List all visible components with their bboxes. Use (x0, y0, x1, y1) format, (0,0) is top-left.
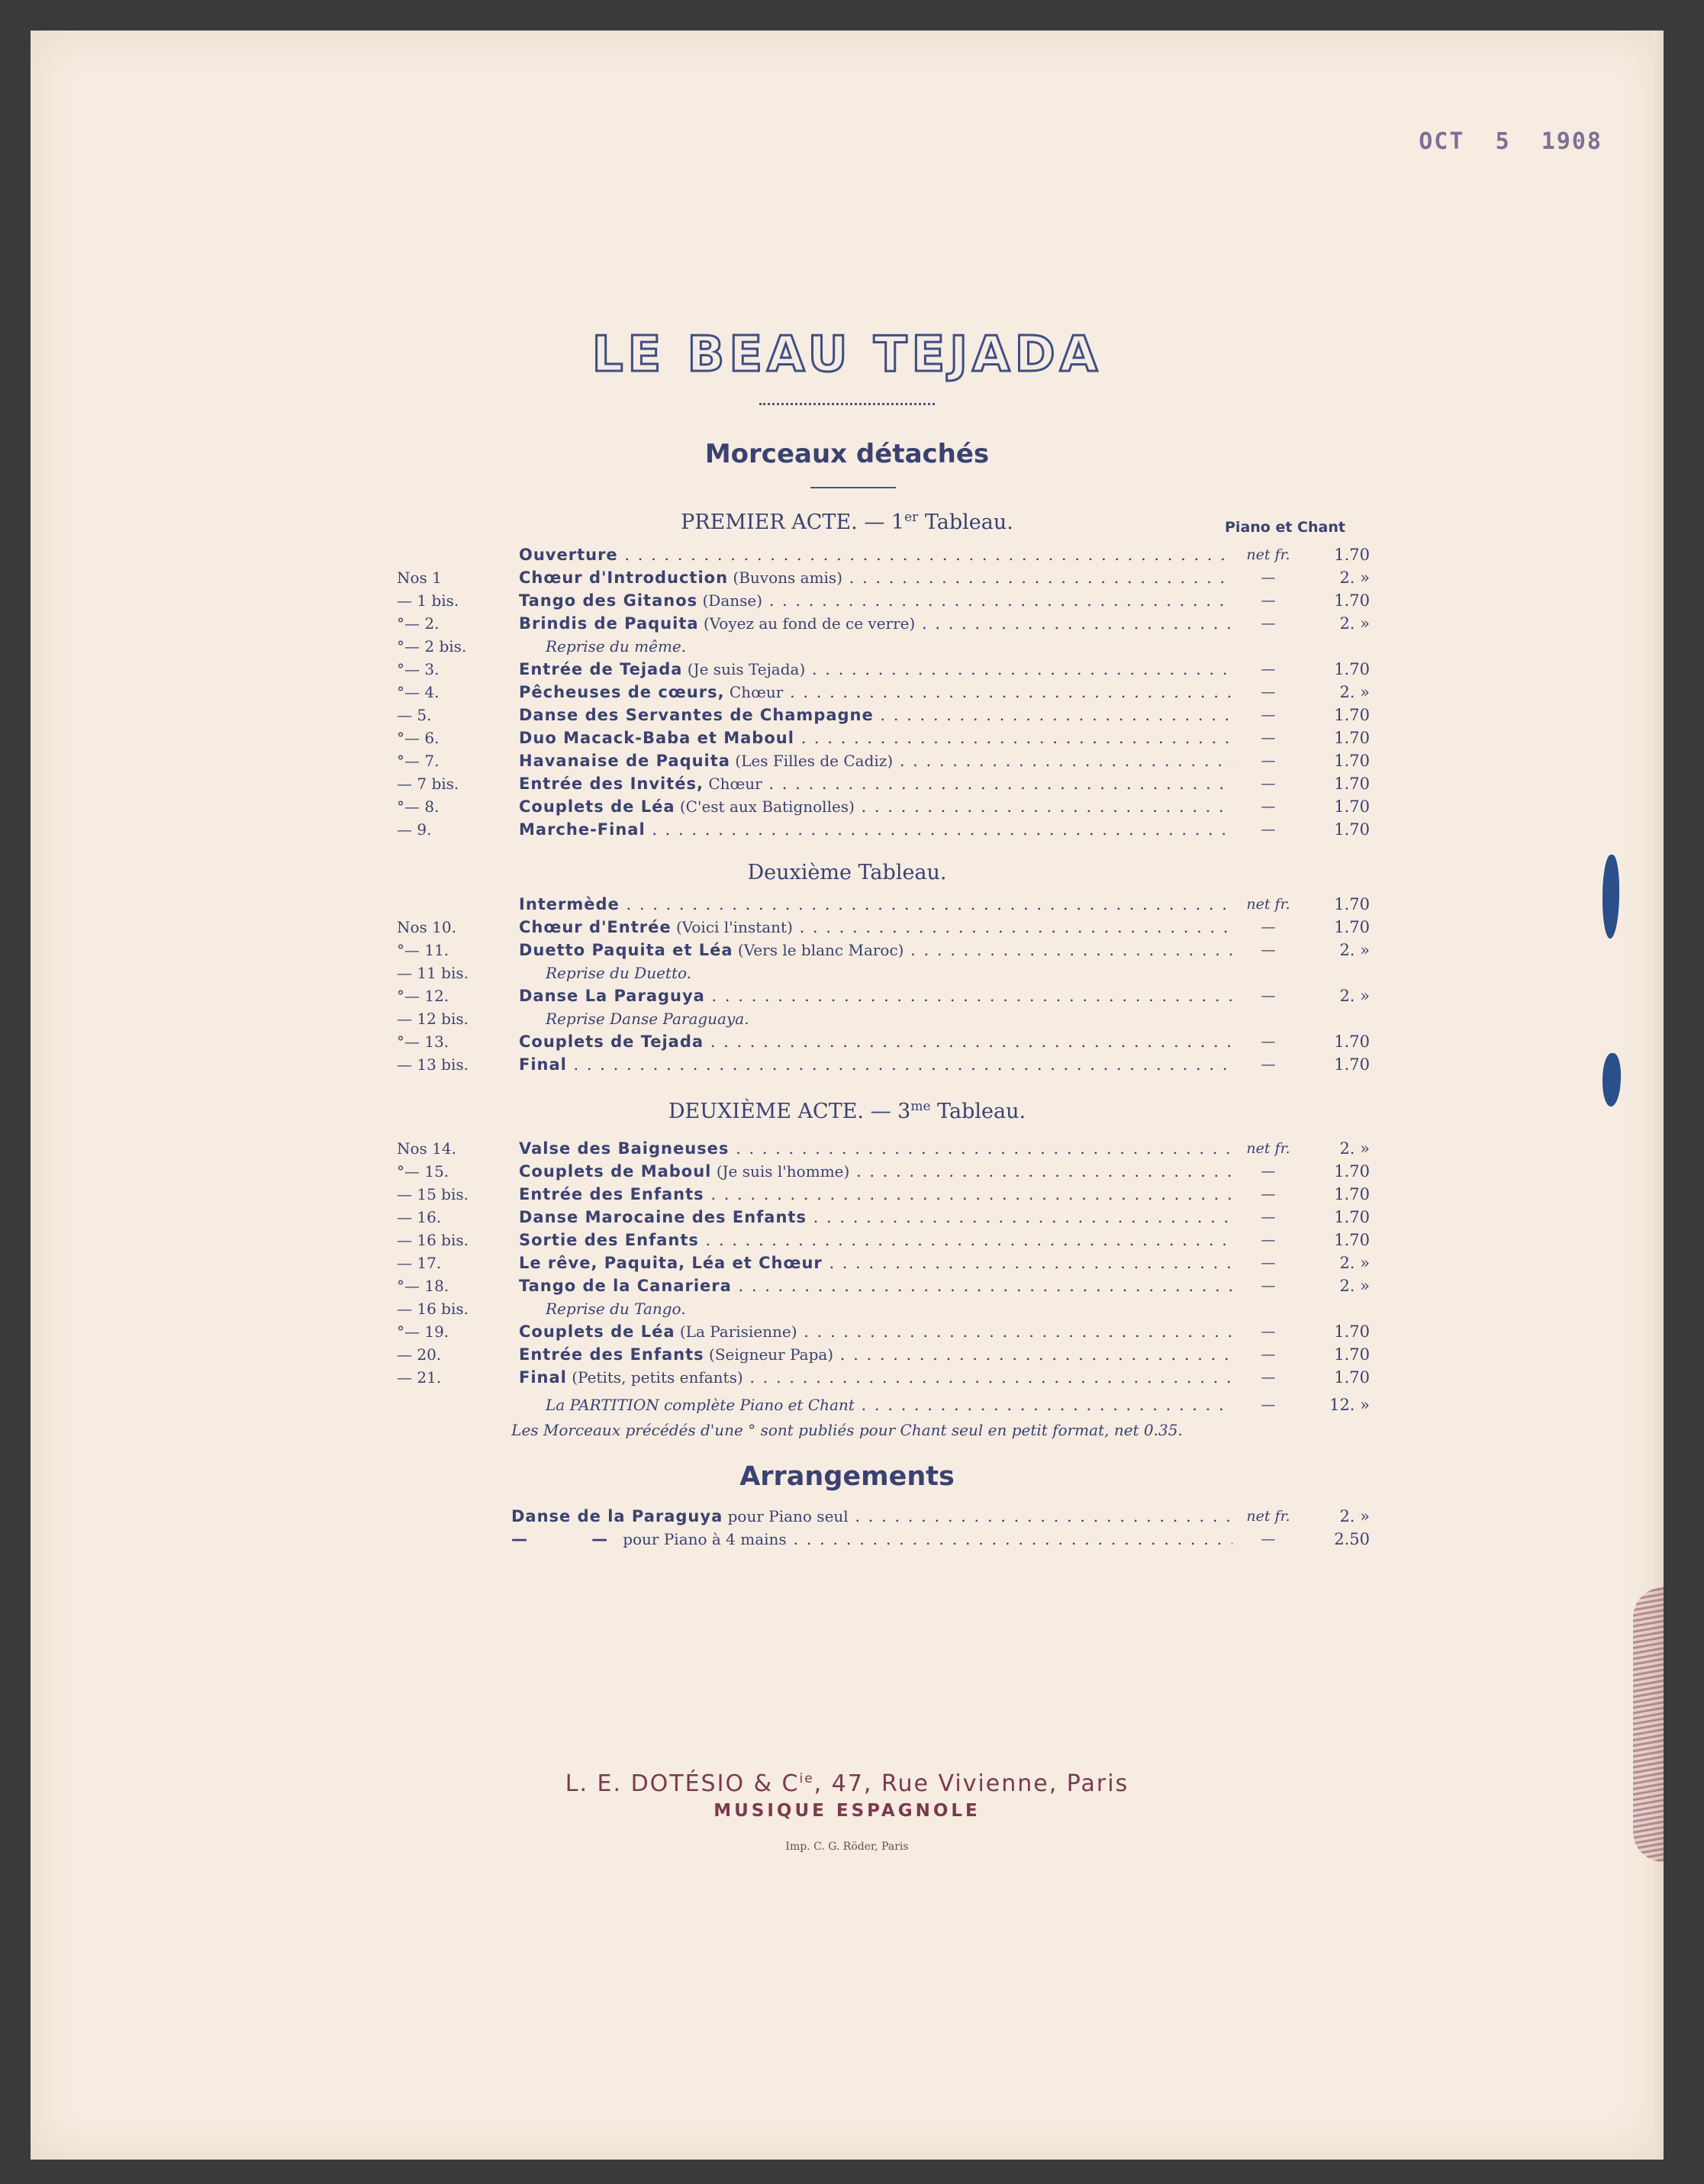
item-number: °— 13. (397, 1032, 449, 1051)
item-description: (Vers le blanc Maroc) (733, 941, 904, 959)
item-title: Couplets de Léa (519, 1322, 675, 1341)
list-item (397, 1274, 1370, 1297)
item-body (519, 939, 1232, 962)
list-item (397, 1030, 1370, 1053)
item-number: — 13 bis. (397, 1055, 469, 1074)
item-number: °— 8. (397, 797, 440, 816)
arrangement-title: — — (511, 1530, 609, 1548)
item-title: Marche-Final (519, 820, 646, 839)
item-price-mark: — (1261, 592, 1276, 609)
item-price: 1.70 (1334, 1231, 1370, 1249)
item-price: 1.70 (1334, 1208, 1370, 1226)
list-item (397, 635, 1370, 658)
item-body (519, 893, 1232, 916)
item-title: Danse La Paraguya (519, 987, 705, 1005)
item-price: 1.70 (1334, 820, 1370, 839)
item-title: Danse des Servantes de Champagne (519, 706, 874, 724)
list-item (397, 726, 1370, 749)
list-item (397, 962, 1370, 984)
section-heading-act2: DEUXIÈME ACTE. — $3^{me}$ Tableau. (668, 1099, 1026, 1123)
item-description: Chœur (724, 683, 784, 701)
item-price-mark: — (1261, 775, 1276, 792)
item-reprise: Reprise du Duetto. (546, 964, 692, 982)
item-description: (Voyez au fond de ce verre) (698, 614, 916, 633)
item-price: 2. » (1339, 614, 1370, 633)
item-title: Entrée de Tejada (519, 660, 683, 678)
item-price: 2. » (1339, 987, 1370, 1005)
item-body (519, 1030, 1232, 1053)
item-price-mark: — (1261, 661, 1276, 678)
list-item (397, 1007, 1370, 1030)
item-reprise: Reprise du même. (546, 637, 687, 656)
list-item (397, 1137, 1370, 1160)
item-price: 1.70 (1334, 729, 1370, 747)
item-description: Chœur (703, 775, 762, 793)
arrangement-row (397, 1505, 1370, 1528)
item-price-mark: — (1261, 798, 1276, 815)
item-price-mark: — (1261, 1232, 1276, 1248)
list-item (397, 566, 1370, 589)
list-item (397, 749, 1370, 772)
item-number: °— 15. (397, 1162, 449, 1181)
item-body (519, 543, 1232, 566)
item-title: Couplets de Léa (519, 797, 675, 816)
item-number: °— 12. (397, 987, 449, 1005)
item-reprise: Reprise Danse Paraguaya. (546, 1010, 749, 1028)
item-number: — 17. (397, 1254, 442, 1272)
item-number: — 16. (397, 1208, 442, 1226)
item-body (519, 1251, 1232, 1274)
item-title: Valse des Baigneuses (519, 1139, 730, 1158)
item-number: °— 19. (397, 1322, 449, 1341)
list-item (397, 1206, 1370, 1229)
item-number: — 5. (397, 706, 432, 724)
arrangement-price-mark: net fr. (1246, 1508, 1290, 1525)
item-number: — 15 bis. (397, 1185, 469, 1203)
item-body (519, 984, 1232, 1007)
item-number: Nos 1 (397, 569, 442, 587)
item-price-mark: — (1261, 730, 1276, 746)
item-body (519, 772, 1232, 795)
item-title: Pêcheuses de cœurs, (519, 683, 725, 701)
item-title: Final (519, 1368, 567, 1387)
item-body (519, 612, 1232, 635)
list-item (397, 1160, 1370, 1183)
item-price: 1.70 (1334, 752, 1370, 770)
item-price: 2. » (1339, 1139, 1370, 1158)
footnote: Les Morceaux précédés d'une ° sont publiés pour Chant seul en petit format, net 0.35. (511, 1421, 1183, 1439)
list-item (397, 1366, 1370, 1389)
list-item (397, 893, 1370, 916)
item-number: Nos 14. (397, 1139, 456, 1158)
item-number: — 16 bis. (397, 1300, 469, 1318)
item-body (519, 658, 1232, 681)
item-price: 1.70 (1334, 1185, 1370, 1203)
item-price: 1.70 (1334, 1055, 1370, 1074)
item-description: (Les Filles de Cadiz) (730, 752, 894, 770)
publisher-subtitle: MUSIQUE ESPAGNOLE (713, 1801, 981, 1821)
item-price-mark: — (1261, 919, 1276, 936)
item-body (519, 704, 1232, 726)
item-price: 1.70 (1334, 895, 1370, 913)
item-price-mark: — (1261, 615, 1276, 632)
arrangement-description: pour Piano à 4 mains (608, 1530, 787, 1548)
item-body (519, 749, 1232, 772)
item-title: Chœur d'Introduction (519, 569, 729, 587)
list-item (397, 772, 1370, 795)
list-item (397, 984, 1370, 1007)
list-item (397, 1229, 1370, 1251)
item-price-mark: net fr. (1246, 1140, 1290, 1157)
item-body (519, 635, 1232, 658)
arrangement-price-mark: — (1261, 1531, 1276, 1548)
item-price: 2. » (1339, 569, 1370, 587)
item-price: 2. » (1339, 1254, 1370, 1272)
item-price-mark: — (1261, 1323, 1276, 1340)
item-title: Danse Marocaine des Enfants (519, 1208, 807, 1226)
item-number: °— 11. (397, 941, 449, 959)
item-number: °— 2 bis. (397, 637, 467, 656)
list-item (397, 818, 1370, 841)
partition-line (397, 1393, 1370, 1416)
item-price-mark: — (1261, 1056, 1276, 1073)
item-description: (Seigneur Papa) (704, 1345, 834, 1364)
item-price-mark: — (1261, 987, 1276, 1004)
item-price-mark: — (1261, 569, 1276, 586)
item-price-mark: — (1261, 1163, 1276, 1180)
item-price-mark: net fr. (1246, 896, 1290, 913)
item-price-mark: — (1261, 1033, 1276, 1050)
item-body (519, 962, 1232, 984)
item-body (519, 589, 1232, 612)
list-item (397, 1343, 1370, 1366)
item-price: 1.70 (1334, 775, 1370, 793)
item-title: Couplets de Maboul (519, 1162, 712, 1181)
arrangement-description: pour Piano seul (723, 1507, 849, 1525)
item-price-mark: — (1261, 1369, 1276, 1386)
item-number: — 16 bis. (397, 1231, 469, 1249)
item-title: Tango de la Canariera (519, 1277, 732, 1295)
item-description: (Petits, petits enfants) (566, 1368, 743, 1387)
item-price-mark: — (1261, 707, 1276, 723)
item-title: Chœur d'Entrée (519, 918, 672, 936)
piece-list-act2 (397, 1137, 1370, 1389)
item-description: (Buvons amis) (728, 569, 842, 587)
item-body (519, 916, 1232, 939)
title-rule (759, 403, 935, 405)
item-title: Entrée des Invités, (519, 775, 704, 793)
partition-mark: — (1261, 1396, 1276, 1413)
item-body (519, 1229, 1232, 1251)
item-title: Havanaise de Paquita (519, 752, 730, 770)
item-reprise: Reprise du Tango. (546, 1300, 686, 1318)
item-body (519, 566, 1232, 589)
item-body (519, 1053, 1232, 1076)
arrangement-title: Danse de la Paraguya (511, 1507, 723, 1525)
item-description: (La Parisienne) (675, 1322, 797, 1341)
item-price-mark: — (1261, 1277, 1276, 1294)
item-price: 1.70 (1334, 546, 1370, 564)
item-price: 1.70 (1334, 1162, 1370, 1181)
item-price-mark: — (1261, 684, 1276, 701)
list-item (397, 1053, 1370, 1076)
item-price: 1.70 (1334, 1032, 1370, 1051)
list-item (397, 704, 1370, 726)
item-title: Le rêve, Paquita, Léa et Chœur (519, 1254, 823, 1272)
list-item (397, 681, 1370, 704)
item-description: (Je suis l'homme) (711, 1162, 850, 1181)
piece-list-act1 (397, 543, 1370, 841)
item-price-mark: — (1261, 752, 1276, 769)
arrangement-body (511, 1505, 1232, 1528)
item-price-mark: — (1261, 821, 1276, 838)
partition-row (397, 1393, 1370, 1416)
publisher-line: L. E. DOTÉSIO & $C^{ie}$, 47, Rue Vivienne, Paris (565, 1770, 1129, 1797)
arrangements-heading: Arrangements (739, 1461, 955, 1492)
partition-text: La PARTITION complète Piano et Chant (546, 1396, 855, 1414)
item-number: — 7 bis. (397, 775, 459, 793)
item-price: 1.70 (1334, 660, 1370, 678)
arrangements-list (397, 1505, 1370, 1551)
item-body (519, 1007, 1232, 1030)
list-item (397, 543, 1370, 566)
item-number: °— 7. (397, 752, 440, 770)
item-body (519, 1366, 1232, 1389)
item-body (519, 1343, 1232, 1366)
list-item (397, 1251, 1370, 1274)
arrangement-price: 2.50 (1334, 1530, 1370, 1548)
item-body (519, 1320, 1232, 1343)
item-body (519, 795, 1232, 818)
item-number: — 21. (397, 1368, 442, 1387)
item-price: 1.70 (1334, 1322, 1370, 1341)
page-title: LE BEAU TEJADA (591, 327, 1103, 383)
item-body (519, 818, 1232, 841)
item-title: Tango des Gitanos (519, 591, 698, 610)
item-body (519, 1137, 1232, 1160)
printer-credit: Imp. C. G. Röder, Paris (785, 1841, 909, 1853)
item-price-mark: — (1261, 1186, 1276, 1203)
item-number: °— 6. (397, 729, 440, 747)
item-title: Sortie des Enfants (519, 1231, 699, 1249)
sheet (31, 31, 1664, 2160)
item-description: (Danse) (697, 591, 763, 610)
item-title: Brindis de Paquita (519, 614, 699, 633)
item-price-mark: — (1261, 1209, 1276, 1226)
item-number: — 11 bis. (397, 964, 469, 982)
item-number: — 20. (397, 1345, 442, 1364)
item-number: °— 2. (397, 614, 440, 633)
item-body (519, 1297, 1232, 1320)
item-price: 1.70 (1334, 591, 1370, 610)
item-body (519, 681, 1232, 704)
item-description: (Je suis Tejada) (682, 660, 806, 678)
item-body (519, 726, 1232, 749)
item-body (519, 1206, 1232, 1229)
list-item (397, 916, 1370, 939)
date-stamp: OCT 5 1908 (1419, 128, 1603, 155)
item-number: °— 4. (397, 683, 440, 701)
item-number: °— 18. (397, 1277, 449, 1295)
partition-price: 12. » (1329, 1396, 1370, 1414)
list-item (397, 1320, 1370, 1343)
list-item (397, 658, 1370, 681)
item-price: 1.70 (1334, 706, 1370, 724)
item-number: — 9. (397, 820, 432, 839)
item-description: (C'est aux Batignolles) (675, 797, 855, 816)
item-price: 2. » (1339, 941, 1370, 959)
item-title: Duo Macack-Baba et Maboul (519, 729, 794, 747)
item-price: 1.70 (1334, 1345, 1370, 1364)
arrangement-body (511, 1528, 1232, 1551)
item-price: 2. » (1339, 683, 1370, 701)
item-title: Couplets de Tejada (519, 1032, 704, 1051)
item-price-mark: net fr. (1246, 546, 1290, 563)
item-description: (Voici l'instant) (671, 918, 793, 936)
list-item (397, 1183, 1370, 1206)
item-price: 1.70 (1334, 918, 1370, 936)
subtitle: Morceaux détachés (704, 439, 990, 469)
item-title: Ouverture (519, 546, 618, 564)
item-number: °— 3. (397, 660, 440, 678)
section-heading-tableau2: Deuxième Tableau. (747, 861, 947, 884)
item-title: Final (519, 1055, 567, 1074)
crayon-mark (1633, 1587, 1664, 1862)
item-number: Nos 10. (397, 918, 456, 936)
item-price: 1.70 (1334, 797, 1370, 816)
item-price-mark: — (1261, 942, 1276, 958)
item-body (519, 1274, 1232, 1297)
item-price-mark: — (1261, 1346, 1276, 1363)
piece-list-tableau2 (397, 893, 1370, 1076)
item-title: Duetto Paquita et Léa (519, 941, 733, 959)
subtitle-rule (810, 487, 896, 488)
column-header: Piano et Chant (1225, 519, 1345, 536)
list-item (397, 612, 1370, 635)
arrangement-row (397, 1528, 1370, 1551)
item-body (519, 1183, 1232, 1206)
list-item (397, 795, 1370, 818)
item-price: 1.70 (1334, 1368, 1370, 1387)
item-price: 2. » (1339, 1277, 1370, 1295)
item-title: Entrée des Enfants (519, 1185, 704, 1203)
section-heading-act1: PREMIER ACTE. — 1er Tableau. (681, 510, 1013, 534)
item-number: — 1 bis. (397, 591, 459, 610)
list-item (397, 1297, 1370, 1320)
list-item (397, 939, 1370, 962)
arrangement-price: 2. » (1339, 1507, 1370, 1525)
item-price-mark: — (1261, 1255, 1276, 1271)
list-item (397, 589, 1370, 612)
item-title: Intermède (519, 895, 620, 913)
item-body (519, 1160, 1232, 1183)
item-number: — 12 bis. (397, 1010, 469, 1028)
item-title: Entrée des Enfants (519, 1345, 704, 1364)
